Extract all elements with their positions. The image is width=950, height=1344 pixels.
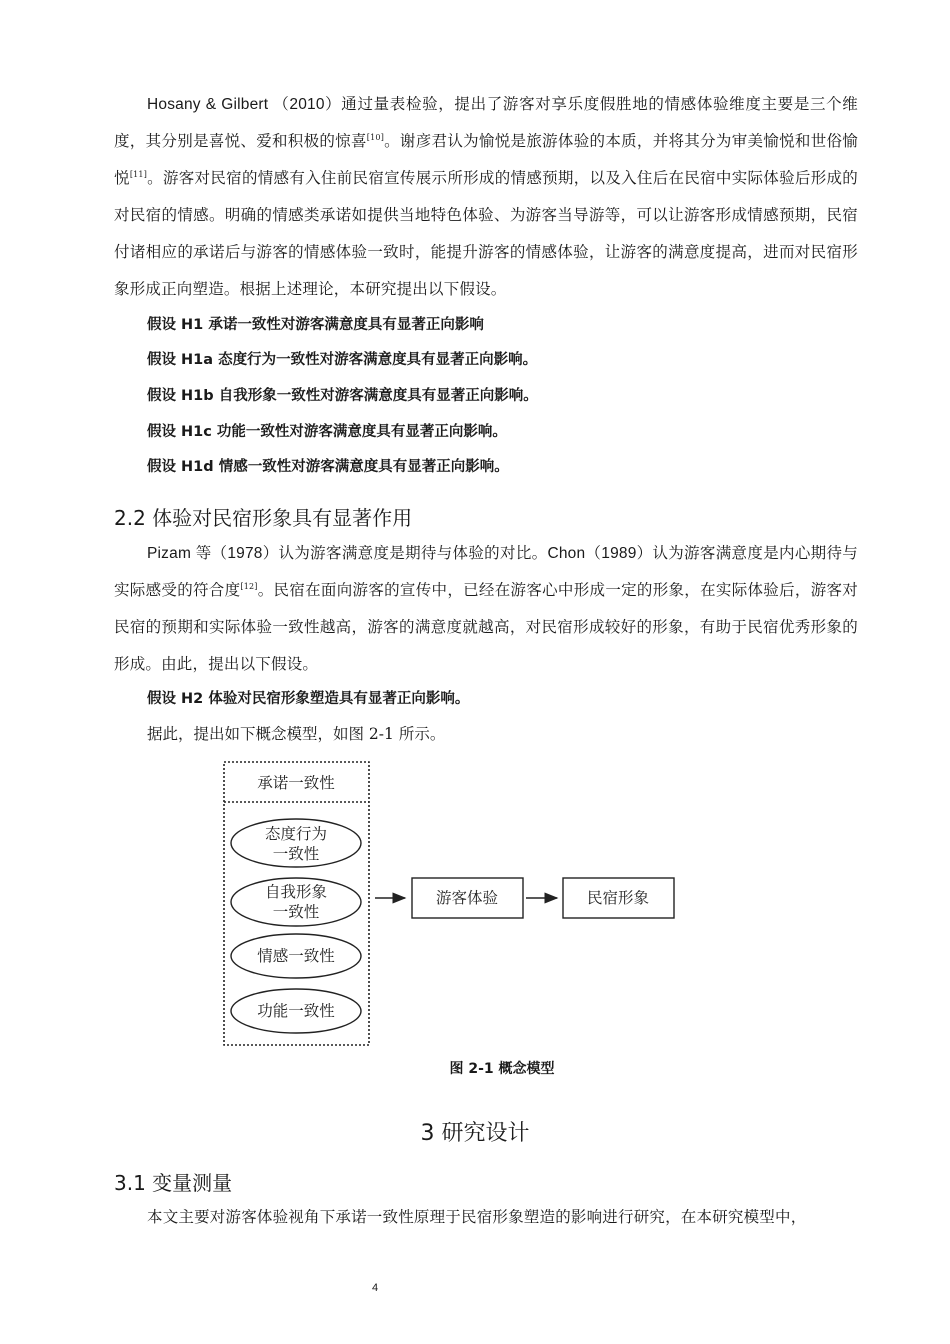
section-heading-2-2: 2.2 体验对民宿形象具有显著作用 xyxy=(114,506,413,530)
citation: [12] xyxy=(240,582,258,591)
oval-label: 一致性 xyxy=(272,845,320,863)
oval-label: 态度行为 xyxy=(264,825,328,843)
box-label: 游客体验 xyxy=(435,889,499,907)
paragraph-satisfaction xyxy=(114,535,858,683)
hypothesis-h1: 假设 H1 承诺一致性对游客满意度具有显著正向影响 xyxy=(147,317,484,333)
oval-label: 情感一致性 xyxy=(257,947,335,965)
group-title: 承诺一致性 xyxy=(257,774,335,792)
box-label: 民宿形象 xyxy=(586,889,650,907)
paragraph-text: 。游客对民宿的情感有入住前民宿宣传展示所形成的情感预期，以及入住后在民宿中实际体验后形成的对民宿的情感。明确的情感类承诺如提供当地特色体验、为游客当导游等，可以让游客形成情感预期，民宿付诸相应的承诺后与游客的情感体验一致时，能提升游客的情感体验，让游客的满意度提高，进而对民宿形象形成正向塑造。根据上述理论，本研究提出以下假设。 xyxy=(114,169,858,298)
paragraph-text: Pizam 等（1978）认为游客满意度是期待与体验的对比。Chon（1989）认为游客满意度是内心期待与实际感受的符合度 xyxy=(114,545,858,599)
hypothesis-h1b: 假设 H1b 自我形象一致性对游客满意度具有显著正向影响。 xyxy=(147,388,538,404)
oval-label: 自我形象 xyxy=(264,883,328,901)
figure-intro-line: 据此，提出如下概念模型，如图 2-1 所示。 xyxy=(147,725,446,743)
concept-model-diagram xyxy=(215,755,685,1055)
hypothesis-h1c: 假设 H1c 功能一致性对游客满意度具有显著正向影响。 xyxy=(147,424,507,440)
section-heading-3-1: 3.1 变量测量 xyxy=(114,1171,233,1195)
citation: [10] xyxy=(366,133,385,142)
hypothesis-h1a: 假设 H1a 态度行为一致性对游客满意度具有显著正向影响。 xyxy=(147,352,538,368)
oval-label: 一致性 xyxy=(272,903,320,921)
paragraph-variable-measurement: 本文主要对游客体验视角下承诺一致性原理于民宿形象塑造的影响进行研究，在本研究模型中， xyxy=(147,1208,807,1226)
hypothesis-h1d: 假设 H1d 情感一致性对游客满意度具有显著正向影响。 xyxy=(147,459,509,475)
paragraph-emotional-experience xyxy=(114,86,858,308)
page-number: 4 xyxy=(371,1282,379,1294)
chapter-heading-3: 3 研究设计 xyxy=(420,1121,530,1146)
hypothesis-h2: 假设 H2 体验对民宿形象塑造具有显著正向影响。 xyxy=(147,691,470,707)
oval-label: 功能一致性 xyxy=(257,1002,335,1020)
citation: [11] xyxy=(129,170,148,179)
paragraph-text: 。谢彦君认为愉悦是旅游体验的本质，并将其分为审美愉悦和世俗愉悦 xyxy=(114,132,858,187)
figure-caption: 图 2-1 概念模型 xyxy=(449,1061,555,1077)
paragraph-text: Hosany & Gilbert （2010）通过量表检验，提出了游客对享乐度假胜地的情感体验维度主要是三个维度，其分别是喜悦、爱和积极的惊喜 xyxy=(114,96,858,150)
paragraph-text: 。民宿在面向游客的宣传中，已经在游客心中形成一定的形象，在实际体验后，游客对民宿的预期和实际体验一致性越高，游客的满意度就越高，对民宿形成较好的形象，有助于民宿优秀形象的形成。由此，提出以下假设。 xyxy=(114,581,858,673)
